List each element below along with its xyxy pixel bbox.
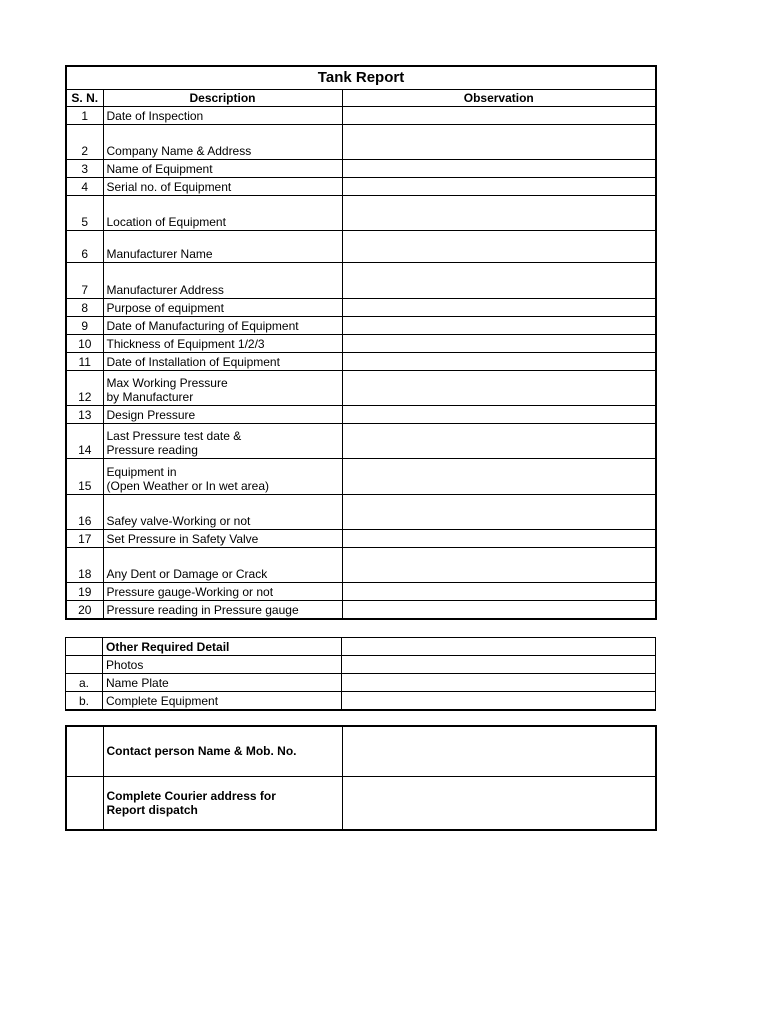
row-sn: 5 xyxy=(66,196,103,231)
table-row xyxy=(66,299,656,317)
row-sn: 13 xyxy=(66,406,103,424)
observation-field[interactable] xyxy=(342,160,656,178)
row-sn: 4 xyxy=(66,178,103,196)
courier-address-label: Complete Courier address for Report dispatch xyxy=(103,776,342,830)
courier-address-field[interactable] xyxy=(342,776,656,830)
row-description: Date of Manufacturing of Equipment xyxy=(103,317,342,335)
observation-field[interactable] xyxy=(342,583,656,601)
table-row xyxy=(66,231,656,263)
row-description: Photos xyxy=(103,656,342,674)
row-description: Equipment in (Open Weather or In wet area) xyxy=(103,459,342,495)
observation-field[interactable] xyxy=(342,317,656,335)
row-description: Pressure gauge-Working or not xyxy=(103,583,342,601)
row-description: Manufacturer Address xyxy=(103,263,342,299)
table-row xyxy=(66,406,656,424)
row-description: Name of Equipment xyxy=(103,160,342,178)
table-row xyxy=(66,160,656,178)
row-sn: 1 xyxy=(66,107,103,125)
row-description: Company Name & Address xyxy=(103,125,342,160)
table-row xyxy=(66,424,656,459)
observation-field[interactable] xyxy=(342,263,656,299)
row-sn: 9 xyxy=(66,317,103,335)
row-sn: 14 xyxy=(66,424,103,459)
table-row xyxy=(66,638,656,656)
row-description: Pressure reading in Pressure gauge xyxy=(103,601,342,619)
observation-field[interactable] xyxy=(342,231,656,263)
row-sn: 18 xyxy=(66,548,103,583)
table-row xyxy=(66,263,656,299)
row-sn: 2 xyxy=(66,125,103,160)
row-sn: 8 xyxy=(66,299,103,317)
observation-field[interactable] xyxy=(342,674,656,692)
contact-person-field[interactable] xyxy=(342,726,656,776)
table-row xyxy=(66,353,656,371)
contact-person-label: Contact person Name & Mob. No. xyxy=(103,726,342,776)
row-sn xyxy=(66,638,103,656)
table-row xyxy=(66,674,656,692)
observation-field[interactable] xyxy=(342,638,656,656)
row-description: Design Pressure xyxy=(103,406,342,424)
table-row xyxy=(66,548,656,583)
table-row xyxy=(66,317,656,335)
observation-field[interactable] xyxy=(342,335,656,353)
row-description: Date of Installation of Equipment xyxy=(103,353,342,371)
table-row xyxy=(66,459,656,495)
table-row xyxy=(66,107,656,125)
row-sn: 11 xyxy=(66,353,103,371)
table-row xyxy=(66,371,656,406)
contact-table xyxy=(65,725,657,831)
row-sn xyxy=(66,726,103,776)
table-row xyxy=(66,776,656,830)
observation-field[interactable] xyxy=(342,548,656,583)
observation-field[interactable] xyxy=(342,495,656,530)
observation-field[interactable] xyxy=(342,107,656,125)
row-sn xyxy=(66,656,103,674)
observation-field[interactable] xyxy=(342,656,656,674)
observation-field[interactable] xyxy=(342,371,656,406)
observation-field[interactable] xyxy=(342,196,656,231)
row-description: Any Dent or Damage or Crack xyxy=(103,548,342,583)
table-row xyxy=(66,583,656,601)
observation-field[interactable] xyxy=(342,424,656,459)
observation-field[interactable] xyxy=(342,178,656,196)
row-description: Serial no. of Equipment xyxy=(103,178,342,196)
report-title: Tank Report xyxy=(66,66,656,90)
table-row xyxy=(66,495,656,530)
row-sn: 3 xyxy=(66,160,103,178)
table-row xyxy=(66,692,656,711)
row-description: Date of Inspection xyxy=(103,107,342,125)
row-sn: b. xyxy=(66,692,103,711)
header-description: Description xyxy=(103,90,342,107)
table-row xyxy=(66,726,656,776)
observation-field[interactable] xyxy=(342,459,656,495)
observation-field[interactable] xyxy=(342,406,656,424)
row-description: Thickness of Equipment 1/2/3 xyxy=(103,335,342,353)
row-sn: 16 xyxy=(66,495,103,530)
table-row xyxy=(66,601,656,619)
row-sn: 15 xyxy=(66,459,103,495)
row-description: Manufacturer Name xyxy=(103,231,342,263)
other-detail-heading: Other Required Detail xyxy=(103,638,342,656)
row-description: Safey valve-Working or not xyxy=(103,495,342,530)
row-sn: 6 xyxy=(66,231,103,263)
observation-field[interactable] xyxy=(342,353,656,371)
table-row xyxy=(66,196,656,231)
row-sn: 19 xyxy=(66,583,103,601)
table-row xyxy=(66,530,656,548)
row-sn: 7 xyxy=(66,263,103,299)
tank-report-table xyxy=(65,65,657,620)
observation-field[interactable] xyxy=(342,299,656,317)
row-description: Location of Equipment xyxy=(103,196,342,231)
row-sn: a. xyxy=(66,674,103,692)
header-sn: S. N. xyxy=(66,90,103,107)
row-description: Max Working Pressure by Manufacturer xyxy=(103,371,342,406)
row-sn: 10 xyxy=(66,335,103,353)
observation-field[interactable] xyxy=(342,692,656,711)
table-row xyxy=(66,178,656,196)
table-row xyxy=(66,335,656,353)
table-row xyxy=(66,656,656,674)
header-observation: Observation xyxy=(342,90,656,107)
observation-field[interactable] xyxy=(342,601,656,619)
table-row xyxy=(66,125,656,160)
row-description: Purpose of equipment xyxy=(103,299,342,317)
row-sn: 12 xyxy=(66,371,103,406)
row-description: Name Plate xyxy=(103,674,342,692)
row-sn xyxy=(66,776,103,830)
observation-field[interactable] xyxy=(342,125,656,160)
row-description: Complete Equipment xyxy=(103,692,342,711)
row-sn: 20 xyxy=(66,601,103,619)
other-detail-table xyxy=(65,637,656,711)
row-description: Last Pressure test date & Pressure reading xyxy=(103,424,342,459)
observation-field[interactable] xyxy=(342,530,656,548)
row-sn: 17 xyxy=(66,530,103,548)
row-description: Set Pressure in Safety Valve xyxy=(103,530,342,548)
